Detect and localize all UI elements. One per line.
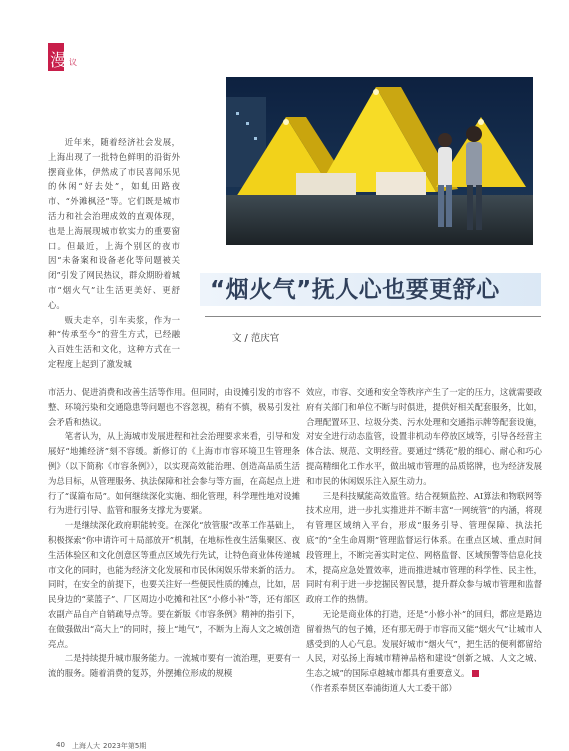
end-mark-icon	[472, 670, 479, 677]
paragraph	[306, 607, 542, 681]
author-note: （作者系奉贤区奉浦街道人大工委干部）	[306, 682, 457, 693]
magazine-name: 上海人大	[72, 742, 100, 750]
paragraph: 三是科技赋能高效监管。结合视频监控、AI算法和物联网等技术应用，进一步扎实推进并不断丰富“一网统管”的内涵，将现有管理区域纳入平台，形成“服务引导、管理保障、执法托底”的“全生命周期”管理监督运行体系。在重点区域、重点时间段管理上，不断完善实时定位、网格监督、区域预警等信息化技术，提高应急处置效率，进而推进城市管理的科学性、民主性，同时有利于进一步挖掘民智民慧，提升群众参与城市管理和监督政府工作的热情。	[306, 490, 542, 605]
paragraph: 近年来，随着经济社会发展，上海出现了一批特色鲜明的沿街外摆商业体，伊然成了市民喜闻乐见的休闲“好去处”，如虬田路夜市、“外滩枫泾”等。它们既是城市活力和社会治理成效的直观体现，也是上海展现城市软实力的重要窗口。但最近，上海个别区的夜市因“未备案和设备老化等问题被关闭”引发了网民热议，群众期盼着城市“烟火气”让生活更美好、更舒心。	[48, 137, 180, 310]
paragraph: 笔者认为，从上海城市发展进程和社会治理要求来看，引导和发展好“地摊经济”刻不容缓。新修订的《上海市市容环境卫生管理条例》（以下简称《市容条例》），以实现高效能治理、创造高品质生活为总目标，从管理服务、执法保障和社会参与等方面，在高起点上进行了“谋篇布局”。如何继续深化实施、细化管理，科学理性地对设摊行为进行引导、监管和服务支撑尤为要紧。	[48, 431, 300, 516]
left-column-bottom	[48, 385, 300, 681]
paragraph: 一是继续深化政府职能转变。在深化“放管服”改革工作基础上，积极探索“你申请许可＋局部放开”机制，在地标性夜生活集聚区、夜生活体验区和文化创意区等重点区域先行先试，让特色商业体传递城市文化的同时，也能为经济文化发展和市民休闲娱乐带来新的活力。同时，在安全的前提下，也要关注好一些便民性质的摊点，比如，居民身边的“菜篮子”、厂区周边小吃摊和社区“小修小补”等，还有部区农副产品自产自销疏导点等。要在新版《市容条例》精神的指引下，在做强做出“高大上”的同时，接上“地气”，不断为上海人文之城创造亮点。	[48, 520, 300, 649]
section-sub: 议	[69, 58, 77, 67]
paragraph: 市活力、促进消费和改善生活等作用。但同时，由设摊引发的市容不整、环境污染和交通隐患等问题也不容忽视，稍有不慎，极易引发社会矛盾和热议。	[48, 387, 300, 427]
left-column-top	[48, 135, 180, 372]
page-number: 40	[56, 741, 65, 749]
paragraph: 二是持续提升城市服务能力。一流城市要有一流治理，更要有一流的服务。随着消费的复苏，外摆摊位形成的规模	[48, 653, 300, 679]
section-char: 漫	[50, 51, 67, 71]
night-market-photo	[226, 77, 533, 245]
title-rule	[205, 316, 541, 317]
issue-label: 2023年第5期	[103, 742, 147, 750]
article-title: “烟火气”抚人心也要更舒心	[210, 277, 500, 303]
paragraph: 效应，市容、交通和安全等秩序产生了一定的压力，这就需要政府有关部门和单位不断与时俱进，提供好相关配套服务，比如，合理配置环卫、垃圾分类、污水处理和交通指示牌等配套设施，对安全进行动态监管，设置非机动车停放区域等，引导各经营主体合法、规范、文明经营。要通过“绣花”般的细心、耐心和巧心提高精细化工作水平，做出城市管理的品质铭牌，也为经济发展和市民的休闲娱乐注入原生动力。	[306, 387, 542, 486]
article-author: 文 / 范庆官	[232, 333, 280, 344]
paragraph-text: 无论是商业体的打造，还是“小修小补”的回归，都应是路边留着热气的包子摊，还有那无碍于市容而又能“烟火气”让城市人感受到的人心气息。发展好城市“烟火气”，把生活的便利都留给人民，对弘扬上海城市精神品格和建设“创新之城、人文之城、生态之城”的国际卓越城市都具有重要意义。	[306, 608, 542, 679]
paragraph: 贩夫走卒，引车卖浆，作为一种“传承至今”的营生方式，已经融入百姓生活和文化，这种方式在一定程度上起到了激发城	[48, 314, 180, 369]
right-column	[306, 385, 542, 696]
